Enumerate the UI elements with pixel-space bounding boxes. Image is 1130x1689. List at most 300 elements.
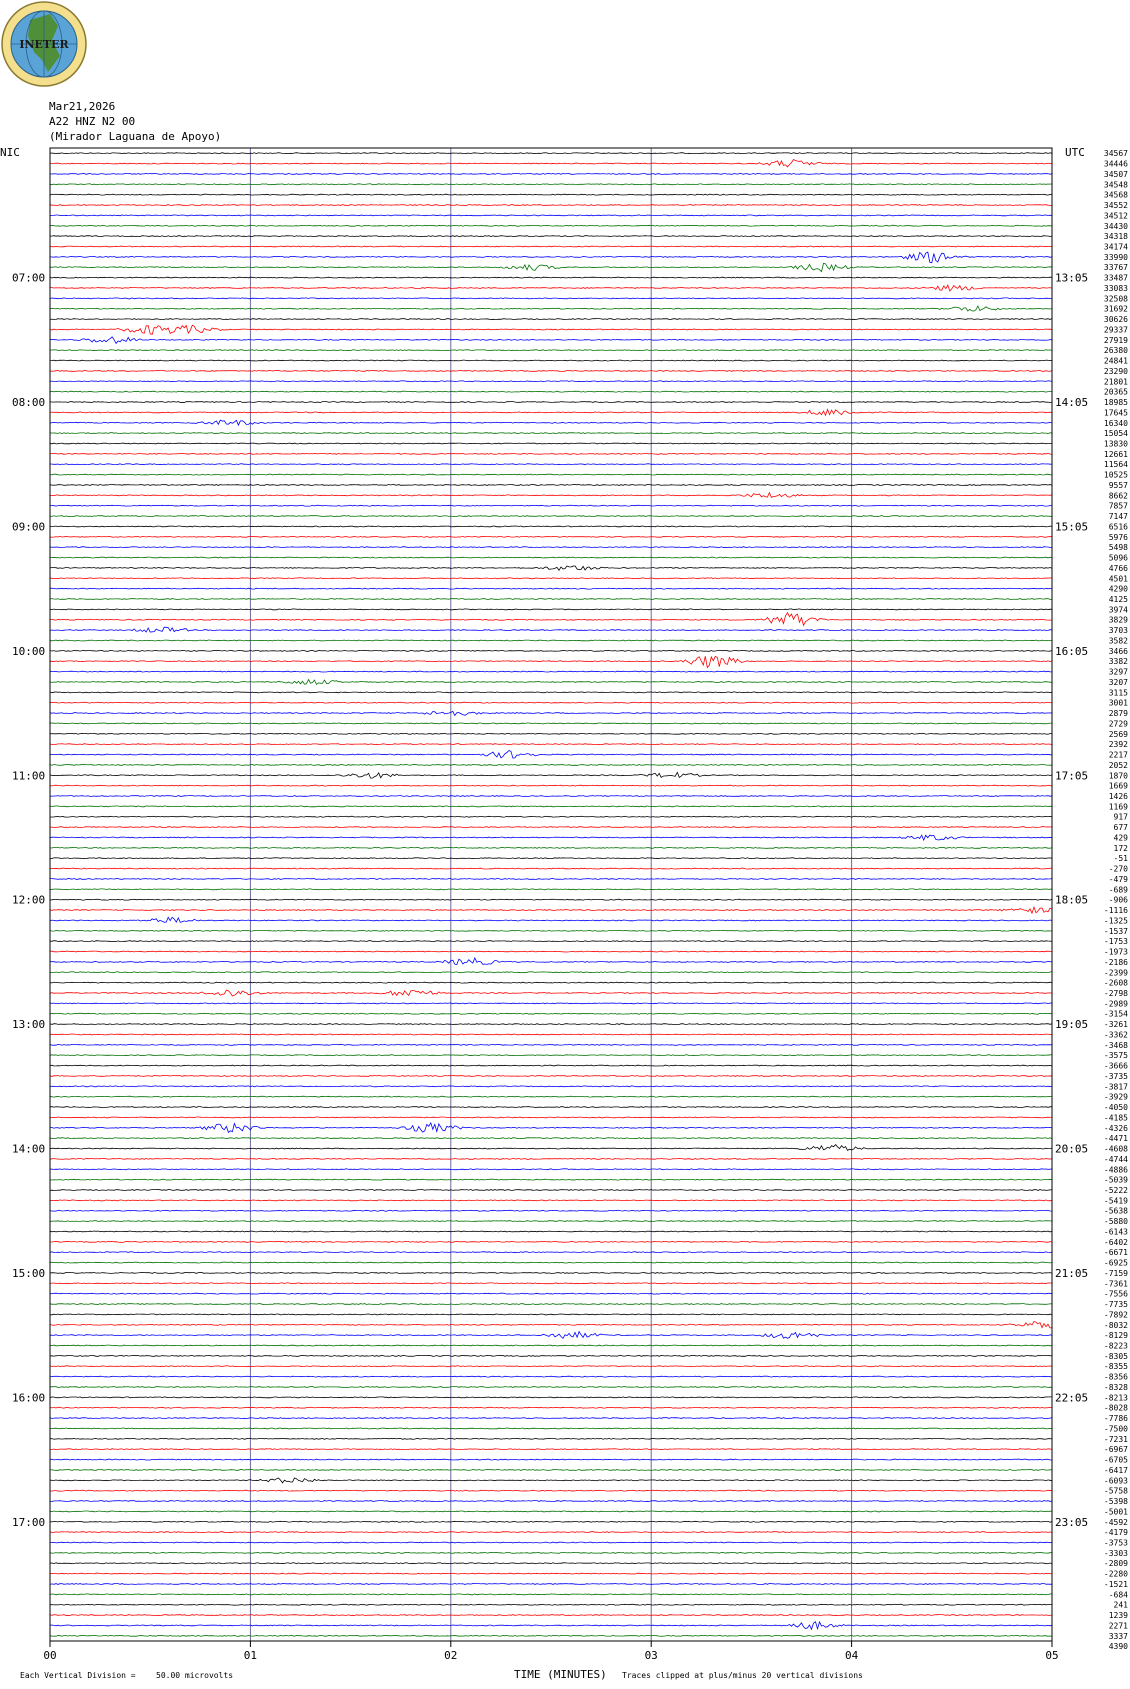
trace-count-3: 34548 [1103, 180, 1128, 190]
trace-count-97: -4744 [1103, 1154, 1128, 1164]
trace-143 [50, 1635, 1052, 1636]
trace-121 [50, 1407, 1052, 1408]
trace-count-101: -5419 [1103, 1196, 1128, 1206]
left-time-label-9: 16:00 [12, 1391, 46, 1405]
trace-77 [50, 951, 1052, 952]
x-tick-label-04: 04 [844, 1649, 859, 1662]
trace-count-23: 20365 [1103, 387, 1128, 397]
trace-count-123: -7500 [1103, 1424, 1128, 1434]
trace-93 [50, 1117, 1052, 1118]
trace-count-135: -3303 [1103, 1548, 1128, 1558]
trace-116 [50, 1355, 1052, 1356]
right-time-label-4: 17:05 [1055, 769, 1089, 783]
trace-count-57: 2392 [1108, 740, 1128, 750]
trace-36 [50, 526, 1052, 527]
trace-130 [50, 1501, 1052, 1502]
trace-count-129: -5758 [1103, 1486, 1128, 1496]
trace-90 [50, 1086, 1052, 1087]
trace-count-36: 6516 [1108, 522, 1128, 532]
trace-count-5: 34552 [1103, 201, 1128, 211]
trace-count-29: 12661 [1103, 449, 1128, 459]
trace-39 [50, 557, 1052, 558]
trace-count-51: 3207 [1108, 677, 1128, 687]
trace-count-28: 13830 [1103, 439, 1128, 449]
trace-count-98: -4886 [1103, 1165, 1128, 1175]
trace-100 [50, 1190, 1052, 1191]
trace-count-120: -8213 [1103, 1393, 1128, 1403]
trace-count-39: 5096 [1108, 553, 1128, 563]
left-time-label-3: 10:00 [12, 644, 46, 658]
trace-count-38: 5498 [1108, 543, 1128, 553]
trace-86 [50, 1044, 1052, 1045]
trace-count-106: -6671 [1103, 1248, 1128, 1258]
trace-count-49: 3382 [1108, 657, 1128, 667]
trace-count-109: -7361 [1103, 1279, 1128, 1289]
trace-count-50: 3297 [1108, 667, 1128, 677]
trace-count-107: -6925 [1103, 1258, 1128, 1268]
trace-count-144: 4390 [1108, 1642, 1128, 1652]
trace-count-102: -5638 [1103, 1206, 1128, 1216]
right-time-label-2: 15:05 [1055, 520, 1089, 534]
trace-123 [50, 1428, 1052, 1429]
trace-23 [50, 391, 1052, 392]
trace-134 [50, 1542, 1052, 1543]
trace-count-21: 23290 [1103, 366, 1128, 376]
trace-count-68: -51 [1113, 854, 1128, 864]
trace-57 [50, 744, 1052, 745]
trace-count-121: -8028 [1103, 1403, 1128, 1413]
trace-108 [50, 1273, 1052, 1274]
trace-142 [50, 1622, 1052, 1630]
trace-count-45: 3829 [1108, 615, 1128, 625]
x-axis-ticks [43, 1641, 1058, 1662]
trace-58 [50, 751, 1052, 759]
trace-114 [50, 1332, 1052, 1339]
trace-38 [50, 547, 1052, 548]
trace-count-72: -906 [1108, 895, 1128, 905]
trace-count-62: 1426 [1108, 792, 1128, 802]
trace-count-22: 21801 [1103, 377, 1128, 387]
trace-count-labels [1104, 149, 1128, 1651]
trace-2 [50, 174, 1052, 175]
trace-count-119: -8328 [1103, 1382, 1128, 1392]
trace-count-75: -1537 [1103, 926, 1128, 936]
trace-count-90: -3817 [1103, 1082, 1128, 1092]
trace-count-59: 2052 [1108, 760, 1128, 770]
trace-59 [50, 765, 1052, 766]
trace-count-133: -4179 [1103, 1528, 1128, 1538]
trace-count-48: 3466 [1108, 646, 1128, 656]
trace-count-60: 1870 [1108, 771, 1128, 781]
trace-91 [50, 1096, 1052, 1097]
trace-5 [50, 205, 1052, 206]
trace-count-43: 4125 [1108, 595, 1128, 605]
trace-count-80: -2608 [1103, 978, 1128, 988]
trace-6 [50, 215, 1052, 216]
trace-79 [50, 972, 1052, 973]
trace-count-116: -8305 [1103, 1351, 1128, 1361]
x-tick-label-03: 03 [644, 1649, 658, 1662]
trace-60 [50, 772, 1052, 778]
trace-count-14: 32508 [1103, 294, 1128, 304]
trace-count-79: -2399 [1103, 968, 1128, 978]
trace-68 [50, 858, 1052, 859]
left-time-labels [12, 272, 45, 1529]
right-time-label-8: 21:05 [1055, 1266, 1089, 1280]
trace-count-138: -1521 [1103, 1579, 1128, 1589]
trace-count-128: -6093 [1103, 1476, 1128, 1486]
trace-count-9: 34174 [1103, 242, 1128, 252]
trace-count-56: 2569 [1108, 729, 1128, 739]
trace-count-137: -2280 [1103, 1569, 1128, 1579]
trace-count-76: -1753 [1103, 937, 1128, 947]
trace-count-105: -6402 [1103, 1237, 1128, 1247]
trace-55 [50, 723, 1052, 724]
right-time-label-3: 16:05 [1055, 644, 1089, 658]
trace-count-20: 24841 [1103, 356, 1128, 366]
trace-74 [50, 917, 1052, 922]
trace-count-16: 30626 [1103, 315, 1128, 325]
right-time-label-5: 18:05 [1055, 893, 1089, 907]
trace-count-131: -5001 [1103, 1507, 1128, 1517]
minute-gridlines [250, 148, 851, 1641]
trace-count-61: 1669 [1108, 781, 1128, 791]
trace-119 [50, 1387, 1052, 1388]
trace-count-81: -2798 [1103, 988, 1128, 998]
trace-29 [50, 453, 1052, 454]
trace-count-44: 3974 [1108, 605, 1128, 615]
x-tick-label-00: 00 [43, 1649, 57, 1662]
trace-count-10: 33990 [1103, 252, 1128, 262]
trace-82 [50, 1003, 1052, 1004]
trace-62 [50, 796, 1052, 797]
header-station: A22 HNZ N2 00 [49, 115, 136, 128]
plot-frame [50, 148, 1052, 1641]
right-zone-label: UTC [1065, 146, 1085, 159]
trace-count-17: 29337 [1103, 325, 1128, 335]
trace-67 [50, 847, 1052, 848]
trace-120 [50, 1397, 1052, 1398]
trace-count-70: -479 [1108, 874, 1128, 884]
right-time-label-6: 19:05 [1055, 1018, 1089, 1032]
trace-64 [50, 816, 1052, 817]
trace-85 [50, 1034, 1052, 1035]
trace-18 [50, 337, 1052, 344]
trace-19 [50, 350, 1052, 351]
trace-count-69: -270 [1108, 864, 1128, 874]
left-zone-label: NIC [0, 146, 20, 159]
trace-8 [50, 236, 1052, 237]
trace-20 [50, 360, 1052, 361]
trace-count-99: -5039 [1103, 1175, 1128, 1185]
trace-46 [50, 627, 1052, 632]
trace-126 [50, 1459, 1052, 1460]
trace-99 [50, 1179, 1052, 1180]
trace-count-2: 34507 [1103, 169, 1128, 179]
trace-count-12: 33487 [1103, 273, 1128, 283]
trace-105 [50, 1241, 1052, 1242]
trace-11 [50, 263, 1052, 271]
trace-count-126: -6705 [1103, 1455, 1128, 1465]
trace-136 [50, 1563, 1052, 1564]
trace-count-83: -3154 [1103, 1009, 1128, 1019]
trace-41 [50, 578, 1052, 579]
trace-110 [50, 1293, 1052, 1294]
trace-89 [50, 1076, 1052, 1077]
trace-76 [50, 941, 1052, 942]
trace-27 [50, 433, 1052, 434]
trace-87 [50, 1055, 1052, 1056]
trace-75 [50, 930, 1052, 931]
trace-count-19: 26380 [1103, 346, 1128, 356]
trace-count-54: 2879 [1108, 709, 1128, 719]
trace-78 [50, 958, 1052, 965]
left-time-label-8: 15:00 [12, 1266, 46, 1280]
trace-107 [50, 1262, 1052, 1263]
trace-102 [50, 1210, 1052, 1211]
trace-count-46: 3703 [1108, 626, 1128, 636]
footer-scale-value: 50.00 microvolts [156, 1671, 234, 1680]
trace-count-4: 34568 [1103, 190, 1128, 200]
seismic-traces [50, 153, 1052, 1637]
trace-count-141: 1239 [1108, 1611, 1128, 1621]
footer-clip-note: Traces clipped at plus/minus 20 vertical divisions [622, 1671, 863, 1680]
trace-111 [50, 1304, 1052, 1305]
trace-count-64: 917 [1113, 812, 1128, 822]
x-axis-label: TIME (MINUTES) [514, 1668, 607, 1681]
trace-31 [50, 474, 1052, 475]
trace-count-1: 34446 [1103, 159, 1128, 169]
right-time-label-0: 13:05 [1055, 271, 1089, 285]
trace-25 [50, 409, 1052, 415]
trace-count-87: -3575 [1103, 1051, 1128, 1061]
trace-count-117: -8355 [1103, 1362, 1128, 1372]
trace-count-32: 9557 [1108, 480, 1128, 490]
trace-16 [50, 319, 1052, 320]
trace-61 [50, 785, 1052, 786]
footer-division-label: Each Vertical Division = [20, 1671, 136, 1680]
trace-count-88: -3666 [1103, 1061, 1128, 1071]
trace-count-122: -7786 [1103, 1414, 1128, 1424]
trace-count-27: 15054 [1103, 429, 1128, 439]
left-time-label-10: 17:00 [12, 1515, 46, 1529]
trace-141 [50, 1615, 1052, 1616]
trace-count-71: -689 [1108, 885, 1128, 895]
right-time-label-9: 22:05 [1055, 1391, 1089, 1405]
trace-count-111: -7735 [1103, 1300, 1128, 1310]
trace-106 [50, 1252, 1052, 1253]
trace-103 [50, 1221, 1052, 1222]
trace-count-114: -8129 [1103, 1331, 1128, 1341]
trace-115 [50, 1345, 1052, 1346]
trace-count-18: 27919 [1103, 335, 1128, 345]
trace-9 [50, 246, 1052, 247]
left-time-label-6: 13:00 [12, 1018, 46, 1032]
trace-69 [50, 868, 1052, 869]
trace-count-118: -8356 [1103, 1372, 1128, 1382]
trace-count-67: 172 [1113, 843, 1128, 853]
x-tick-label-02: 02 [444, 1649, 458, 1662]
trace-count-92: -4050 [1103, 1103, 1128, 1113]
trace-128 [50, 1478, 1052, 1483]
trace-131 [50, 1511, 1052, 1512]
trace-72 [50, 899, 1052, 900]
trace-139 [50, 1594, 1052, 1595]
trace-47 [50, 640, 1052, 641]
x-tick-label-05: 05 [1045, 1649, 1059, 1662]
trace-count-110: -7556 [1103, 1289, 1128, 1299]
trace-12 [50, 277, 1052, 278]
trace-70 [50, 879, 1052, 880]
trace-count-82: -2989 [1103, 999, 1128, 1009]
trace-109 [50, 1283, 1052, 1284]
trace-count-127: -6417 [1103, 1465, 1128, 1475]
trace-4 [50, 194, 1052, 195]
trace-138 [50, 1584, 1052, 1585]
trace-50 [50, 671, 1052, 672]
trace-51 [50, 680, 1052, 685]
trace-10 [50, 252, 1052, 263]
trace-21 [50, 371, 1052, 372]
trace-24 [50, 402, 1052, 403]
trace-28 [50, 443, 1052, 444]
trace-42 [50, 588, 1052, 589]
x-tick-label-01: 01 [243, 1649, 258, 1662]
trace-count-78: -2186 [1103, 957, 1128, 967]
trace-35 [50, 516, 1052, 517]
trace-count-74: -1325 [1103, 916, 1128, 926]
trace-count-31: 10525 [1103, 470, 1128, 480]
trace-40 [50, 566, 1052, 570]
trace-132 [50, 1521, 1052, 1522]
trace-count-55: 2729 [1108, 719, 1128, 729]
trace-count-47: 3582 [1108, 636, 1128, 646]
trace-56 [50, 733, 1052, 734]
left-time-label-5: 12:00 [12, 893, 46, 907]
trace-count-0: 34567 [1103, 149, 1128, 159]
trace-34 [50, 505, 1052, 506]
trace-count-63: 1169 [1108, 802, 1128, 812]
trace-count-77: -1973 [1103, 947, 1128, 957]
trace-count-140: 241 [1113, 1600, 1128, 1610]
trace-count-132: -4592 [1103, 1517, 1128, 1527]
trace-13 [50, 285, 1052, 291]
trace-count-91: -3929 [1103, 1092, 1128, 1102]
trace-0 [50, 153, 1052, 154]
right-time-label-1: 14:05 [1055, 396, 1089, 410]
trace-88 [50, 1065, 1052, 1066]
trace-63 [50, 806, 1052, 807]
trace-135 [50, 1552, 1052, 1553]
trace-14 [50, 298, 1052, 299]
trace-count-142: 2271 [1108, 1621, 1128, 1631]
trace-count-100: -5222 [1103, 1185, 1128, 1195]
trace-49 [50, 656, 1052, 667]
trace-count-6: 34512 [1103, 211, 1128, 221]
left-time-label-7: 14:00 [12, 1142, 46, 1156]
logo-text: INETER [19, 38, 69, 51]
trace-15 [50, 306, 1052, 311]
left-time-label-1: 08:00 [12, 396, 46, 410]
trace-count-139: -684 [1108, 1590, 1128, 1600]
trace-54 [50, 711, 1052, 715]
trace-count-136: -2809 [1103, 1559, 1128, 1569]
trace-66 [50, 835, 1052, 840]
trace-112 [50, 1314, 1052, 1315]
trace-22 [50, 381, 1052, 382]
trace-count-33: 8662 [1108, 491, 1128, 501]
trace-count-7: 34430 [1103, 221, 1128, 231]
trace-127 [50, 1470, 1052, 1471]
trace-113 [50, 1322, 1052, 1328]
trace-118 [50, 1376, 1052, 1377]
trace-count-86: -3468 [1103, 1040, 1128, 1050]
trace-92 [50, 1107, 1052, 1108]
trace-count-95: -4471 [1103, 1134, 1128, 1144]
left-time-label-2: 09:00 [12, 520, 46, 534]
trace-45 [50, 613, 1052, 626]
header-date: Mar21,2026 [49, 100, 116, 113]
trace-43 [50, 599, 1052, 600]
trace-count-96: -4608 [1103, 1144, 1128, 1154]
left-time-label-0: 07:00 [12, 271, 46, 285]
trace-count-124: -7231 [1103, 1434, 1128, 1444]
trace-count-53: 3001 [1108, 698, 1128, 708]
trace-count-24: 18985 [1103, 398, 1128, 408]
trace-count-108: -7159 [1103, 1268, 1128, 1278]
trace-3 [50, 184, 1052, 185]
trace-count-58: 2217 [1108, 750, 1128, 760]
right-time-labels [1055, 272, 1088, 1529]
trace-122 [50, 1418, 1052, 1419]
trace-97 [50, 1158, 1052, 1159]
trace-80 [50, 982, 1052, 983]
right-time-label-10: 23:05 [1055, 1515, 1089, 1529]
trace-count-34: 7857 [1108, 501, 1128, 511]
trace-124 [50, 1438, 1052, 1439]
trace-83 [50, 1013, 1052, 1014]
trace-count-73: -1116 [1103, 906, 1128, 916]
header-location: (Mirador Laguana de Apoyo) [49, 130, 222, 143]
trace-140 [50, 1604, 1052, 1605]
trace-count-84: -3261 [1103, 1020, 1128, 1030]
trace-52 [50, 692, 1052, 693]
trace-84 [50, 1024, 1052, 1025]
trace-32 [50, 485, 1052, 486]
trace-count-8: 34318 [1103, 232, 1128, 242]
trace-count-104: -6143 [1103, 1227, 1128, 1237]
trace-count-25: 17645 [1103, 408, 1128, 418]
trace-95 [50, 1138, 1052, 1139]
trace-37 [50, 536, 1052, 537]
trace-count-11: 33767 [1103, 263, 1128, 273]
trace-73 [50, 907, 1052, 913]
trace-count-52: 3115 [1108, 688, 1128, 698]
trace-count-42: 4290 [1108, 584, 1128, 594]
trace-48 [50, 650, 1052, 651]
trace-count-35: 7147 [1108, 512, 1128, 522]
trace-98 [50, 1169, 1052, 1170]
trace-count-26: 16340 [1103, 418, 1128, 428]
trace-137 [50, 1573, 1052, 1574]
trace-count-41: 4501 [1108, 574, 1128, 584]
trace-count-40: 4766 [1108, 563, 1128, 573]
left-time-label-4: 11:00 [12, 769, 46, 783]
trace-count-113: -8032 [1103, 1320, 1128, 1330]
trace-17 [50, 325, 1052, 334]
trace-101 [50, 1200, 1052, 1201]
trace-26 [50, 420, 1052, 425]
